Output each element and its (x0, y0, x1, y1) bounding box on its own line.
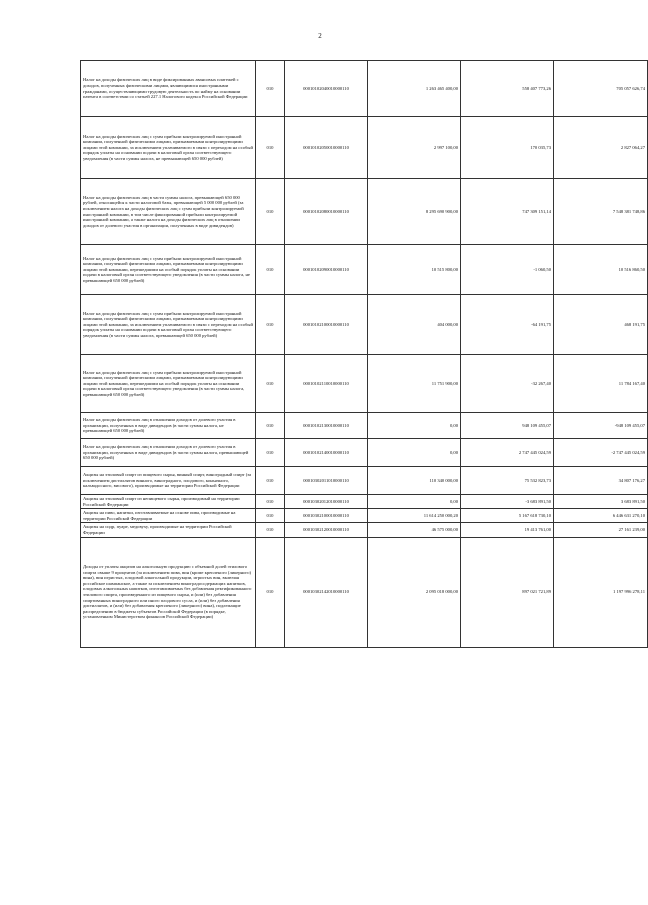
table-row (81, 495, 648, 509)
row-budget-code-cell: 00010302012010000110 (285, 495, 368, 509)
row-line-code-cell: 010 (256, 245, 285, 295)
row-budget-code-cell: 00010102110010000110 (285, 355, 368, 413)
row-unexecuted-amount-cell: 468 191,75 (554, 295, 648, 355)
row-unexecuted-amount-cell: 1 197 996 278,11 (554, 537, 648, 647)
page-number: 2 (318, 32, 322, 40)
row-unexecuted-amount-cell: 34 807 176,27 (554, 467, 648, 495)
row-unexecuted-amount-cell: 10 516 860,50 (554, 245, 648, 295)
row-budget-code-cell: 00010102050010000110 (285, 117, 368, 179)
row-line-code-cell: 010 (256, 179, 285, 245)
row-executed-amount-cell: 747 309 151,14 (461, 179, 554, 245)
row-budget-code-cell: 00010302011010000110 (285, 467, 368, 495)
row-line-code-cell: 010 (256, 495, 285, 509)
row-name-cell: Доходы от уплаты акцизов на алкогольную продукцию с объемной долей этилового спирта свыше 9 процентов (за исключением пива, вин (кроме крепленого (ликерного) вина), вин игристых, плодовой алкогольной продукции, игристых вин, включая российское шампанское, а также за исключением виноградосодержащих напитков, плодовых алкогольных напитков, изготавливаемых без добавления ректификованного этилового спирта, произведенного из пищевого сырья, и (или) без добавления спиртованных виноградного или иного плодового сусла, и (или) без добавления дистиллятов, и (или) без добавления крепленого (ликерного) вина), подлежащие распределению в бюджеты субъектов Российской Федерации (в порядке, установленном Министерством финансов Российской Федерации) (81, 537, 256, 647)
row-executed-amount-cell: 170 035,73 (461, 117, 554, 179)
row-line-code-cell: 010 (256, 523, 285, 537)
row-budget-code-cell: 00010102040010000110 (285, 61, 368, 117)
row-budget-code-cell: 00010302100010000110 (285, 509, 368, 523)
table-row (81, 295, 648, 355)
row-approved-amount-cell: 110 340 000,00 (368, 467, 461, 495)
row-name-cell: Акцизы на этиловый спирт из пищевого сырья, винный спирт, виноградный спирт (за исключением дистиллятов винного, виноградного, плодового, коньячного, кальвадосного, висового), производимые на территории Российской Федерации (81, 467, 256, 495)
row-line-code-cell: 010 (256, 355, 285, 413)
row-budget-code-cell: 00010102080010000110 (285, 179, 368, 245)
row-executed-amount-cell: 948 109 455,07 (461, 413, 554, 439)
table-row (81, 245, 648, 295)
table-row (81, 61, 648, 117)
row-name-cell: Налог на доходы физических лиц с сумм прибыли контролируемой иностранной компании, полученной физическими лицами, признаваемыми контролирующими лицами этой компании, перешедшими на особый порядок уплаты на основании подачи в налоговый орган соответствующего уведомления (в части суммы налога, не превышающей 650 000 рублей) (81, 245, 256, 295)
row-unexecuted-amount-cell: 27 161 239,00 (554, 523, 648, 537)
row-executed-amount-cell: -1 060,50 (461, 245, 554, 295)
row-approved-amount-cell: 10 515 800,00 (368, 245, 461, 295)
row-executed-amount-cell: 2 747 445 024,59 (461, 439, 554, 467)
row-name-cell: Налог на доходы физических лиц с сумм прибыли контролируемой иностранной компании, полученной физическими лицами, признаваемыми контролирующими лицами этой компании, за исключением уплачиваемого в связи с переходом на особый порядок уплаты на основании подачи в налоговый орган соответствующего уведомления (в части суммы налога, превышающей 650 000 рублей) (81, 295, 256, 355)
row-approved-amount-cell: 2 997 100,00 (368, 117, 461, 179)
row-executed-amount-cell: -32 267,40 (461, 355, 554, 413)
row-approved-amount-cell: 2 095 018 000,00 (368, 537, 461, 647)
row-unexecuted-amount-cell: 3 683 891,50 (554, 495, 648, 509)
table-row (81, 439, 648, 467)
row-budget-code-cell: 00010302142010000110 (285, 537, 368, 647)
row-executed-amount-cell: 19 413 761,00 (461, 523, 554, 537)
row-name-cell: Налог на доходы физических лиц с сумм прибыли контролируемой иностранной компании, полученной физическими лицами, признаваемыми контролирующими лицами этой компании, перешедшими на особый порядок уплаты на основании подачи в налоговый орган соответствующего уведомления (в части суммы налога, превышающей 650 000 рублей) (81, 355, 256, 413)
row-name-cell: Налог на доходы физических лиц с сумм прибыли контролируемой иностранной компании, полученной физическими лицами, признаваемыми контролирующими лицами этой компании, за исключением уплачиваемого в связи с переходом на особый порядок уплаты на основании подачи в налоговый орган соответствующего уведомления (в части суммы налога, не превышающей 650 000 рублей) (81, 117, 256, 179)
row-name-cell: Налог на доходы физических лиц в отношении доходов от долевого участия в организации, полученных в виде дивидендов (в части суммы налога, превышающей 650 000 рублей) (81, 439, 256, 467)
row-name-cell: Акцизы на сидр, пуаре, медовуху, производимые на территории Российской Федерации (81, 523, 256, 537)
row-budget-code-cell: 00010102100010000110 (285, 295, 368, 355)
row-name-cell: Налог на доходы физических лиц в отношении доходов от долевого участия в организации, полученных в виде дивидендов (в части суммы налога, не превышающей 650 000 рублей) (81, 413, 256, 439)
table-row (81, 523, 648, 537)
row-executed-amount-cell: -3 683 891,50 (461, 495, 554, 509)
row-executed-amount-cell: 897 021 721,89 (461, 537, 554, 647)
row-line-code-cell: 010 (256, 509, 285, 523)
row-approved-amount-cell: 0,00 (368, 439, 461, 467)
row-budget-code-cell: 00010102130010000110 (285, 413, 368, 439)
row-executed-amount-cell: 558 407 773,26 (461, 61, 554, 117)
row-unexecuted-amount-cell: 2 827 064,27 (554, 117, 648, 179)
row-approved-amount-cell: 46 575 000,00 (368, 523, 461, 537)
table-row (81, 537, 648, 647)
row-unexecuted-amount-cell: 6 446 631 270,10 (554, 509, 648, 523)
row-unexecuted-amount-cell: 7 548 381 748,86 (554, 179, 648, 245)
row-approved-amount-cell: 0,00 (368, 413, 461, 439)
table-row (81, 117, 648, 179)
table-row (81, 467, 648, 495)
row-line-code-cell: 010 (256, 117, 285, 179)
row-approved-amount-cell: 11 751 900,00 (368, 355, 461, 413)
table-row (81, 355, 648, 413)
row-approved-amount-cell: 0,00 (368, 495, 461, 509)
row-executed-amount-cell: -64 191,75 (461, 295, 554, 355)
row-name-cell: Акцизы на пиво, напитки, изготавливаемые на основе пива, производимые на территории Российской Федерации (81, 509, 256, 523)
row-line-code-cell: 010 (256, 467, 285, 495)
table-row (81, 509, 648, 523)
row-unexecuted-amount-cell: -948 109 455,07 (554, 413, 648, 439)
row-line-code-cell: 010 (256, 439, 285, 467)
row-budget-code-cell: 00010302120010000110 (285, 523, 368, 537)
row-name-cell: Налог на доходы физических лиц в части суммы налога, превышающей 650 000 рублей, относящейся к части налоговой базы, превышающей 5 000 000 рублей (за исключением налога на доходы физических лиц с сумм прибыли контролируемой иностранной компании, в том числе фиксированной прибыли контролируемой иностранной компании, а также налога на доходы физических лиц в отношении доходов от долевого участия в организации, полученных в виде дивидендов) (81, 179, 256, 245)
row-line-code-cell: 010 (256, 413, 285, 439)
row-executed-amount-cell: 75 532 823,73 (461, 467, 554, 495)
row-budget-code-cell: 00010102090010000110 (285, 245, 368, 295)
row-executed-amount-cell: 5 167 618 730,10 (461, 509, 554, 523)
row-name-cell: Акцизы на этиловый спирт из непищевого сырья, производимый на территории Российской Федерации (81, 495, 256, 509)
row-unexecuted-amount-cell: 705 057 626,74 (554, 61, 648, 117)
row-name-cell: Налог на доходы физических лиц в виде фиксированных авансовых платежей с доходов, полученных физическими лицами, являющимися иностранными гражданами, осуществляющими трудовую деятельность по найму на основании патента в соответствии со статьей 227.1 Налогового кодекса Российской Федерации (81, 61, 256, 117)
row-approved-amount-cell: 404 000,00 (368, 295, 461, 355)
table-row (81, 179, 648, 245)
row-approved-amount-cell: 8 295 690 900,00 (368, 179, 461, 245)
row-budget-code-cell: 00010102140010000110 (285, 439, 368, 467)
row-unexecuted-amount-cell: -2 747 445 024,59 (554, 439, 648, 467)
revenue-table (80, 60, 648, 648)
row-unexecuted-amount-cell: 11 784 167,40 (554, 355, 648, 413)
row-line-code-cell: 010 (256, 537, 285, 647)
row-line-code-cell: 010 (256, 61, 285, 117)
row-approved-amount-cell: 11 614 250 000,20 (368, 509, 461, 523)
table-row (81, 413, 648, 439)
row-line-code-cell: 010 (256, 295, 285, 355)
row-approved-amount-cell: 1 263 465 400,00 (368, 61, 461, 117)
revenue-table-body (81, 61, 648, 648)
